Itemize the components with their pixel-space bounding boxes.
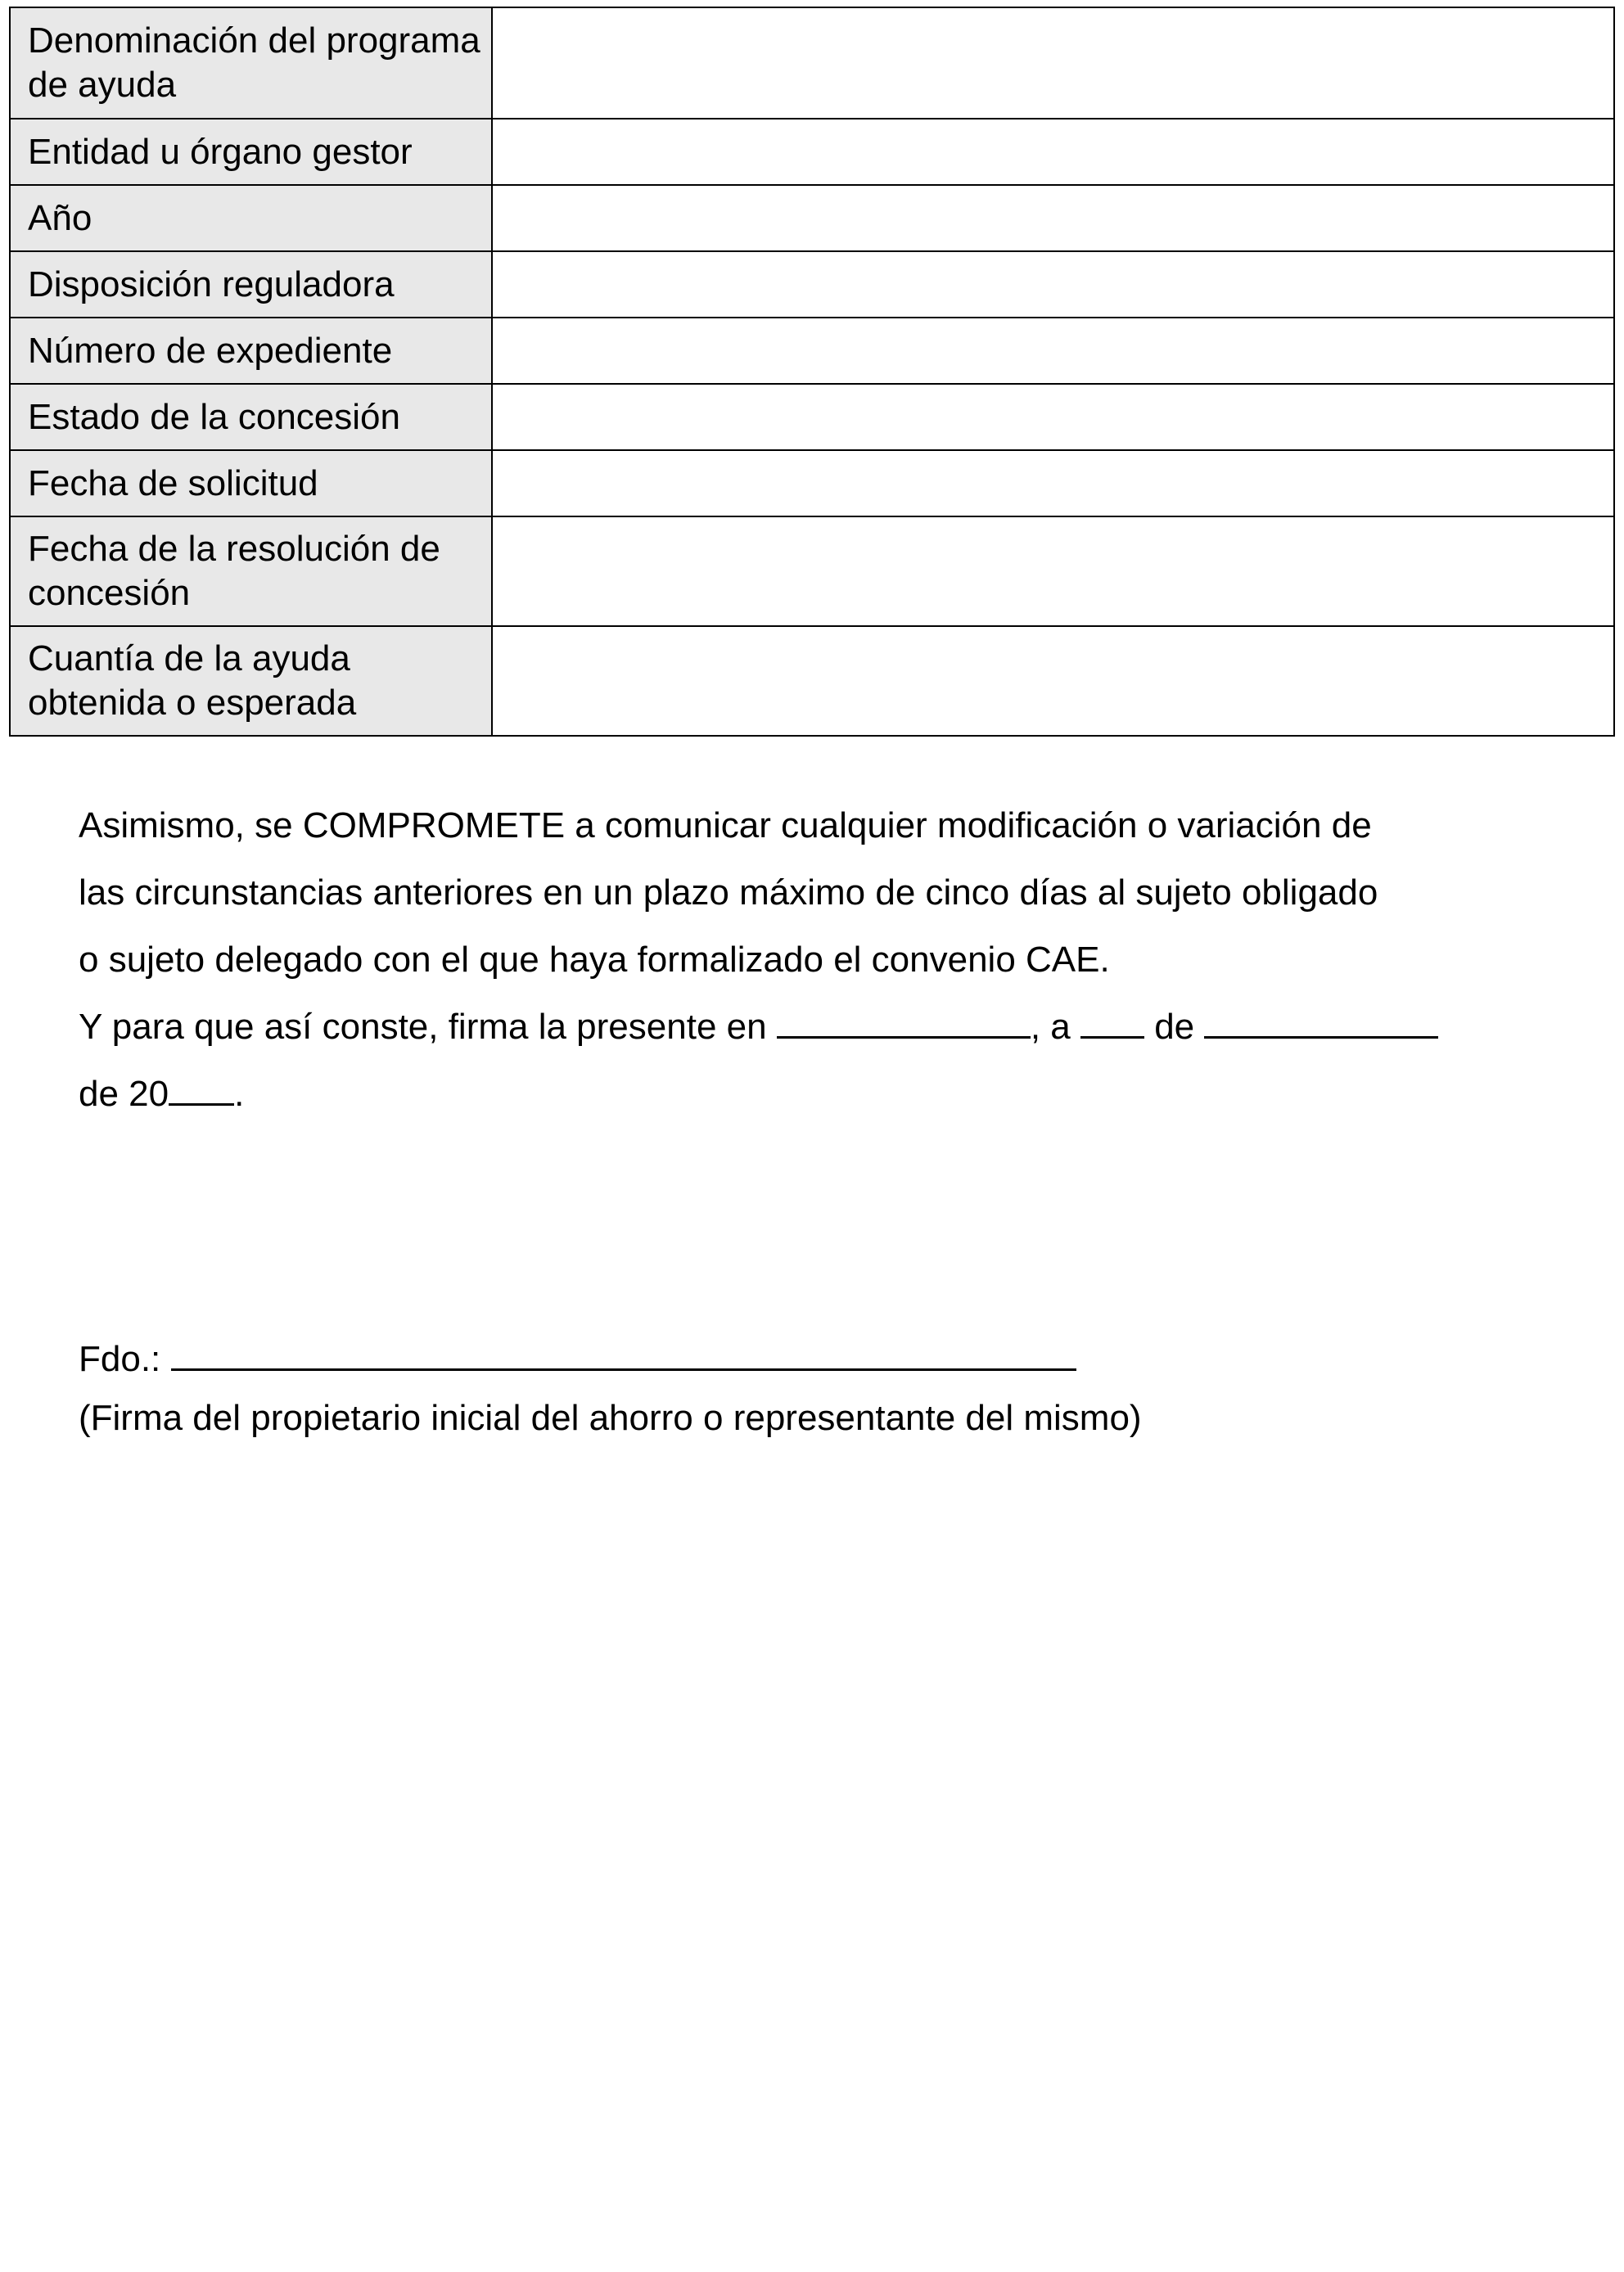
row-label-year: Año bbox=[10, 185, 492, 251]
table-row bbox=[10, 516, 1614, 626]
closing-line bbox=[79, 994, 1577, 1061]
month-blank[interactable] bbox=[1204, 999, 1438, 1039]
row-value-application-date[interactable] bbox=[492, 450, 1614, 516]
aid-program-table bbox=[9, 7, 1615, 737]
closing-text: Y para que así conste, firma la presente en bbox=[79, 1007, 767, 1047]
table-row bbox=[10, 119, 1614, 185]
row-value-grant-status[interactable] bbox=[492, 384, 1614, 450]
closing-text: , a bbox=[1030, 1007, 1071, 1047]
commitment-line: las circunstancias anteriores en un plazo máximo de cinco días al sujeto obligado bbox=[79, 872, 1378, 913]
row-label-aid-amount: Cuantía de la ayuda obtenida o esperada bbox=[10, 626, 492, 736]
table-row bbox=[10, 7, 1614, 119]
row-label-program-name: Denominación del programa de ayuda bbox=[10, 7, 492, 119]
row-value-program-name[interactable] bbox=[492, 7, 1614, 119]
commitment-line: o sujeto delegado con el que haya formalizado el convenio CAE. bbox=[79, 940, 1110, 980]
row-label-managing-entity: Entidad u órgano gestor bbox=[10, 119, 492, 185]
place-blank[interactable] bbox=[777, 999, 1031, 1039]
row-value-aid-amount[interactable] bbox=[492, 626, 1614, 736]
commitment-line: Asimismo, se COMPROMETE a comunicar cualquier modificación o variación de bbox=[79, 805, 1372, 845]
row-value-resolution-date[interactable] bbox=[492, 516, 1614, 626]
signature-caption: (Firma del propietario inicial del ahorro o representante del mismo) bbox=[79, 1398, 1142, 1438]
row-label-resolution-date: Fecha de la resolución de concesión bbox=[10, 516, 492, 626]
signature-label: Fdo.: bbox=[79, 1339, 161, 1379]
closing-text: de 20 bbox=[79, 1074, 169, 1114]
signature-line bbox=[79, 1326, 1577, 1393]
year-blank[interactable] bbox=[169, 1066, 234, 1106]
table-row bbox=[10, 450, 1614, 516]
table-row bbox=[10, 626, 1614, 736]
row-label-grant-status: Estado de la concesión bbox=[10, 384, 492, 450]
signature-blank[interactable] bbox=[171, 1331, 1076, 1371]
signature-block bbox=[79, 1326, 1577, 1444]
closing-text: de bbox=[1154, 1007, 1195, 1047]
table-row bbox=[10, 384, 1614, 450]
row-label-regulation: Disposición reguladora bbox=[10, 251, 492, 318]
row-value-year[interactable] bbox=[492, 185, 1614, 251]
row-label-application-date: Fecha de solicitud bbox=[10, 450, 492, 516]
closing-text: . bbox=[234, 1074, 245, 1114]
table-row bbox=[10, 251, 1614, 318]
row-value-managing-entity[interactable] bbox=[492, 119, 1614, 185]
closing-date-line bbox=[79, 1061, 1577, 1128]
row-label-file-number: Número de expediente bbox=[10, 318, 492, 384]
row-value-regulation[interactable] bbox=[492, 251, 1614, 318]
table-row bbox=[10, 318, 1614, 384]
table-row bbox=[10, 185, 1614, 251]
commitment-paragraph bbox=[79, 792, 1577, 1128]
day-blank[interactable] bbox=[1080, 999, 1144, 1039]
row-value-file-number[interactable] bbox=[492, 318, 1614, 384]
